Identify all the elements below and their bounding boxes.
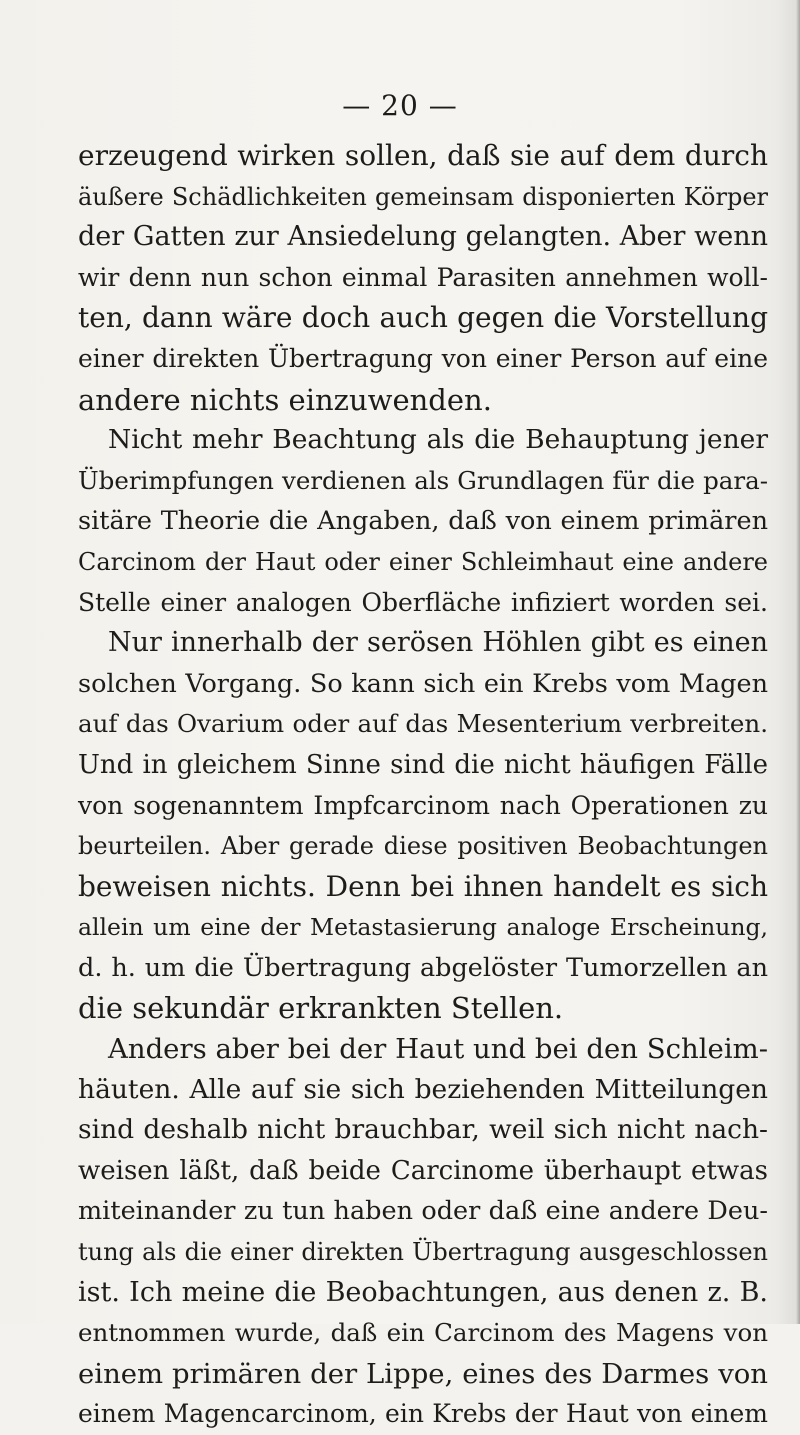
text-line: häuten. Alle auf sie sich beziehenden Mitteilungen	[78, 1073, 768, 1105]
text-line: ten, dann wäre doch auch gegen die Vorstellung	[78, 301, 768, 335]
text-line: der Gatten zur Ansiedelung gelangten. Aber wenn	[78, 221, 768, 253]
text-line: ist. Ich meine die Beobachtungen, aus denen z. B.	[78, 1276, 768, 1308]
text-line: äußere Schädlichkeiten gemeinsam disponierten Körper	[78, 182, 768, 211]
text-line: einem Magencarcinom, ein Krebs der Haut von einem	[78, 1399, 768, 1429]
text-line: einer direkten Übertragung von einer Person auf eine	[78, 343, 768, 373]
text-line: Stelle einer analogen Oberfläche infiziert worden sei.	[78, 587, 768, 617]
text-line: erzeugend wirken sollen, daß sie auf dem durch	[78, 139, 768, 172]
text-line: einem primären der Lippe, eines des Darmes von	[78, 1357, 768, 1390]
paragraph-start-line: Nicht mehr Beachtung als die Behauptung jener	[108, 424, 768, 456]
text-line: Überimpfungen verdienen als Grundlagen für die para-	[78, 465, 768, 495]
text-line: weisen läßt, daß beide Carcinome überhaupt etwas	[78, 1155, 768, 1186]
body-text	[78, 136, 768, 1435]
text-line: beurteilen. Aber gerade diese positiven Beobachtungen	[78, 832, 768, 861]
page-edge-shadow	[796, 0, 800, 1324]
text-line: Und in gleichem Sinne sind die nicht häufigen Fälle	[78, 749, 768, 780]
text-line: solchen Vorgang. So kann sich ein Krebs vom Magen	[78, 668, 768, 699]
text-line: von sogenanntem Impfcarcinom nach Operationen zu	[78, 790, 768, 820]
text-line: wir denn nun schon einmal Parasiten annehmen woll-	[78, 262, 768, 292]
paragraph-start-line: Anders aber bei der Haut und bei den Schleim-	[108, 1033, 768, 1066]
text-line: die sekundär erkrankten Stellen.	[78, 991, 564, 1026]
text-line: Nur innerhalb der serösen Höhlen gibt es einen	[108, 627, 768, 659]
text-line: d. h. um die Übertragung abgelöster Tumorzellen an	[78, 952, 768, 983]
text-line: sind deshalb nicht brauchbar, weil sich nicht nach-	[78, 1114, 768, 1146]
text-line: tung als die einer direkten Übertragung ausgeschlossen	[78, 1238, 768, 1267]
text-line: andere nichts einzuwenden.	[78, 382, 492, 417]
text-line: Carcinom der Haut oder einer Schleimhaut eine andere	[78, 547, 768, 576]
text-line: auf das Ovarium oder auf das Mesenterium verbreiten.	[78, 709, 768, 739]
text-line: miteinander zu tun haben oder daß eine andere Deu-	[78, 1196, 768, 1227]
text-line: sitäre Theorie die Angaben, daß von einem primären	[78, 506, 768, 537]
page-number: — 20 —	[342, 89, 458, 122]
text-line: beweisen nichts. Denn bei ihnen handelt es sich	[78, 869, 768, 903]
text-line: entnommen wurde, daß ein Carcinom des Magens von	[78, 1318, 768, 1348]
text-line: allein um eine der Metastasierung analoge Erscheinung,	[78, 913, 768, 942]
